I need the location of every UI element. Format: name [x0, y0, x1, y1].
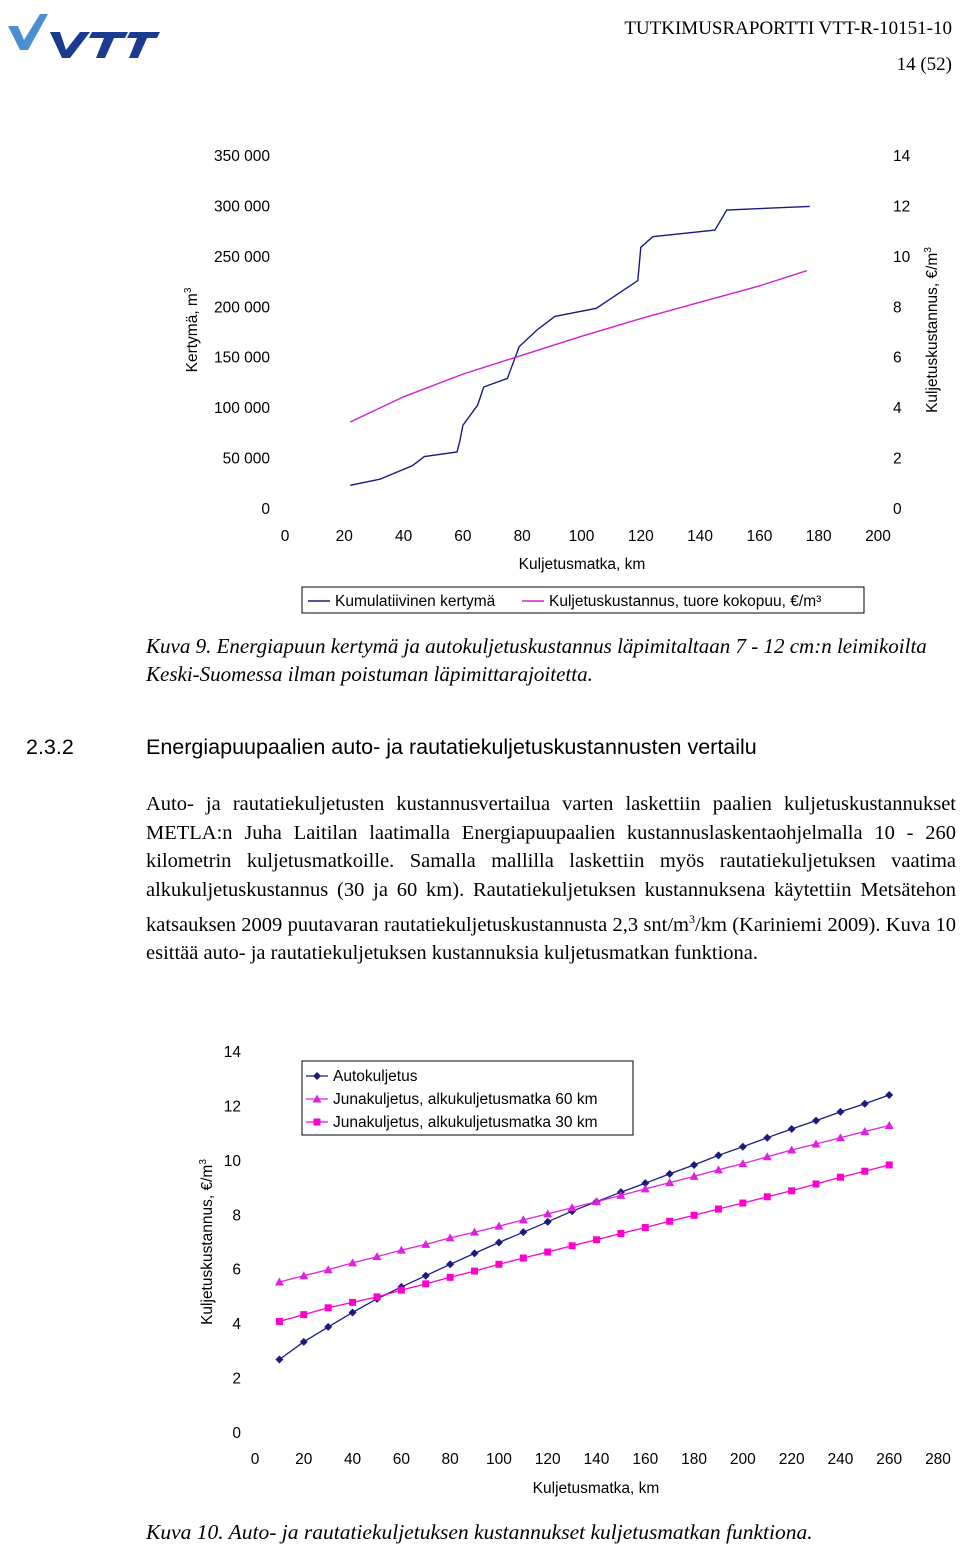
x-tick-label: 160 — [632, 1451, 659, 1468]
legend-label-kertyma: Kumulatiivinen kertymä — [335, 593, 496, 610]
data-point-autokuljetus — [812, 1117, 820, 1125]
data-point-juna-30 — [471, 1268, 478, 1275]
data-point-autokuljetus — [788, 1125, 796, 1133]
x-tick-label: 260 — [876, 1451, 903, 1468]
y-left-tick-label: 0 — [261, 501, 270, 518]
figure-9-caption: Kuva 9. Energiapuun kertymä ja autokuljetuskustannus läpimitaltaan 7 - 12 cm:n leimikoilta Keski-Suomessa ilman poistuman läpimittarajoitetta. — [146, 634, 927, 686]
data-point-autokuljetus — [471, 1249, 479, 1257]
x-tick-label: 180 — [805, 528, 832, 545]
series-line-juna-60 — [279, 1126, 889, 1283]
data-point-autokuljetus — [422, 1272, 430, 1280]
x-tick-label: 100 — [485, 1451, 512, 1468]
y-right-tick-label: 8 — [893, 299, 902, 317]
data-point-autokuljetus — [666, 1170, 674, 1178]
y-tick-label: 2 — [232, 1370, 241, 1388]
data-point-juna-30 — [544, 1249, 551, 1256]
y-tick-label: 14 — [223, 1044, 241, 1061]
section-number: 2.3.2 — [26, 735, 74, 759]
data-point-autokuljetus — [519, 1228, 527, 1236]
section-title: Energiapuupaalien auto- ja rautatiekuljetuskustannusten vertailu — [146, 735, 757, 759]
x-tick-label: 20 — [335, 528, 353, 545]
legend — [302, 1061, 633, 1135]
data-point-autokuljetus — [446, 1260, 454, 1268]
x-tick-label: 220 — [778, 1451, 805, 1468]
series-juna-30 — [276, 1161, 893, 1324]
y-right-tick-label: 6 — [893, 349, 902, 367]
data-point-autokuljetus — [714, 1151, 722, 1159]
data-point-juna-30 — [495, 1261, 502, 1268]
x-tick-label: 160 — [746, 528, 773, 545]
data-point-juna-30 — [373, 1293, 380, 1300]
y-right-tick-label: 10 — [893, 248, 911, 266]
y-left-tick-label: 200 000 — [213, 299, 270, 317]
data-point-autokuljetus — [739, 1143, 747, 1151]
data-point-juna-30 — [447, 1274, 454, 1281]
x-tick-label: 0 — [250, 1451, 260, 1468]
series-juna-60 — [275, 1121, 894, 1285]
y-left-tick-label: 250 000 — [213, 248, 270, 266]
x-axis-label: Kuljetusmatka, km — [532, 1480, 660, 1497]
x-tick-label: 180 — [681, 1451, 708, 1468]
x-tick-label: 140 — [687, 528, 714, 545]
y-left-tick-label: 350 000 — [213, 148, 270, 165]
y-tick-label: 4 — [232, 1316, 241, 1334]
data-point-juna-30 — [886, 1161, 893, 1168]
legend-label-juna-30: Junakuljetus, alkukuljetusmatka 30 km — [333, 1114, 598, 1131]
data-point-autokuljetus — [861, 1100, 869, 1108]
x-tick-label: 140 — [583, 1451, 610, 1468]
data-point-autokuljetus — [495, 1239, 503, 1247]
x-tick-label: 60 — [392, 1451, 410, 1468]
data-point-autokuljetus — [836, 1108, 844, 1116]
data-point-juna-30 — [715, 1206, 722, 1213]
data-point-juna-30 — [788, 1187, 795, 1194]
data-point-juna-30 — [569, 1242, 576, 1249]
y-right-tick-label: 2 — [893, 450, 902, 468]
x-tick-label: 40 — [343, 1451, 362, 1468]
x-tick-label: 200 — [729, 1451, 756, 1468]
y-right-tick-label: 14 — [893, 148, 911, 165]
data-point-juna-30 — [666, 1218, 673, 1225]
figure-10-caption: Kuva 10. Auto- ja rautatiekuljetuksen kustannukset kuljetusmatkan funktiona. — [146, 1520, 813, 1544]
legend-marker-autokuljetus — [313, 1072, 321, 1080]
data-point-juna-30 — [520, 1255, 527, 1262]
x-axis-label: Kuljetusmatka, km — [518, 556, 646, 573]
x-tick-label: 200 — [865, 528, 891, 545]
data-point-juna-30 — [764, 1193, 771, 1200]
y-axis-label-left: Kertymä, $m^3$ — [183, 287, 201, 373]
y-left-tick-label: 50 000 — [222, 450, 270, 468]
body-paragraph: Auto- ja rautatiekuljetusten kustannusvertailua varten laskettiin paalien kuljetuskustannukset METLA:n Juha Laitilan laatimalla Energiapuupaalien kustannuslaskentaohjelmalla 10 - 260 kilometrin kuljetusmatkoille. Samalla mallilla laskettiin myös rautatiekuljetuksen vaatima alkukuljetuskustannus (30 ja 60 km). Rautatiekuljetuksen kustannuksena käytettiin Metsätehon katsauksen 2009 puutavaran rautatiekuljetuskustannusta 2,3 snt/$m^3/km$ (Kariniemi 2009). Kuva 10 esittää auto- ja rautatiekuljetuksen kustannuksia kuljetusmatkan funktiona. — [146, 793, 957, 965]
x-tick-label: 20 — [295, 1451, 313, 1468]
legend-label-kustannus: Kuljetuskustannus, tuore kokopuu, €/m³ — [549, 593, 822, 610]
data-point-juna-30 — [422, 1280, 429, 1287]
series-autokuljetus — [275, 1091, 893, 1364]
data-point-autokuljetus — [544, 1218, 552, 1226]
data-point-juna-30 — [398, 1287, 405, 1294]
data-point-juna-30 — [617, 1230, 624, 1237]
legend-label-autokuljetus: Autokuljetus — [333, 1068, 418, 1085]
data-point-juna-30 — [861, 1168, 868, 1175]
legend-marker-juna-30 — [314, 1119, 321, 1126]
page-number: 14 (52) — [896, 54, 952, 75]
x-tick-label: 280 — [925, 1451, 951, 1468]
data-point-autokuljetus — [690, 1161, 698, 1169]
x-tick-label: 40 — [394, 528, 413, 545]
data-point-autokuljetus — [324, 1323, 332, 1331]
x-tick-label: 80 — [441, 1451, 459, 1468]
data-point-juna-30 — [300, 1311, 307, 1318]
y-axis-label-right: Kuljetuskustannus, $€/m^3$ — [923, 247, 941, 413]
report-id: TUTKIMUSRAPORTTI VTT-R-10151-10 — [624, 18, 952, 39]
y-tick-label: 10 — [223, 1152, 241, 1170]
data-point-juna-30 — [642, 1224, 649, 1231]
x-tick-label: 120 — [534, 1451, 561, 1468]
data-point-juna-30 — [837, 1174, 844, 1181]
data-point-juna-30 — [325, 1304, 332, 1311]
y-right-tick-label: 12 — [893, 198, 911, 216]
y-tick-label: 6 — [232, 1261, 241, 1279]
x-tick-label: 240 — [827, 1451, 854, 1468]
data-point-juna-30 — [813, 1180, 820, 1187]
x-tick-label: 0 — [280, 528, 290, 545]
series-line-juna-30 — [279, 1165, 889, 1322]
y-tick-label: 0 — [232, 1425, 241, 1442]
data-point-juna-30 — [276, 1318, 283, 1325]
y-tick-label: 12 — [223, 1098, 241, 1116]
data-point-juna-60 — [885, 1121, 894, 1129]
y-left-tick-label: 300 000 — [213, 198, 270, 216]
x-tick-label: 80 — [513, 528, 531, 545]
x-tick-label: 100 — [568, 528, 595, 545]
y-axis-label: Kuljetuskustannus, $€/m^3$ — [198, 1159, 216, 1325]
y-left-tick-label: 100 000 — [213, 400, 270, 418]
y-right-tick-label: 4 — [893, 400, 902, 418]
legend-label-juna-60: Junakuljetus, alkukuljetusmatka 60 km — [333, 1091, 598, 1108]
data-point-juna-30 — [739, 1200, 746, 1207]
data-point-juna-30 — [349, 1299, 356, 1306]
x-tick-label: 60 — [454, 528, 472, 545]
y-tick-label: 8 — [232, 1207, 241, 1225]
data-point-autokuljetus — [349, 1308, 357, 1316]
x-tick-label: 120 — [627, 528, 654, 545]
data-point-autokuljetus — [885, 1091, 893, 1099]
data-point-juna-30 — [691, 1212, 698, 1219]
data-point-juna-30 — [593, 1236, 600, 1243]
data-point-autokuljetus — [763, 1134, 771, 1142]
y-right-tick-label: 0 — [893, 501, 902, 518]
y-left-tick-label: 150 000 — [213, 349, 270, 367]
